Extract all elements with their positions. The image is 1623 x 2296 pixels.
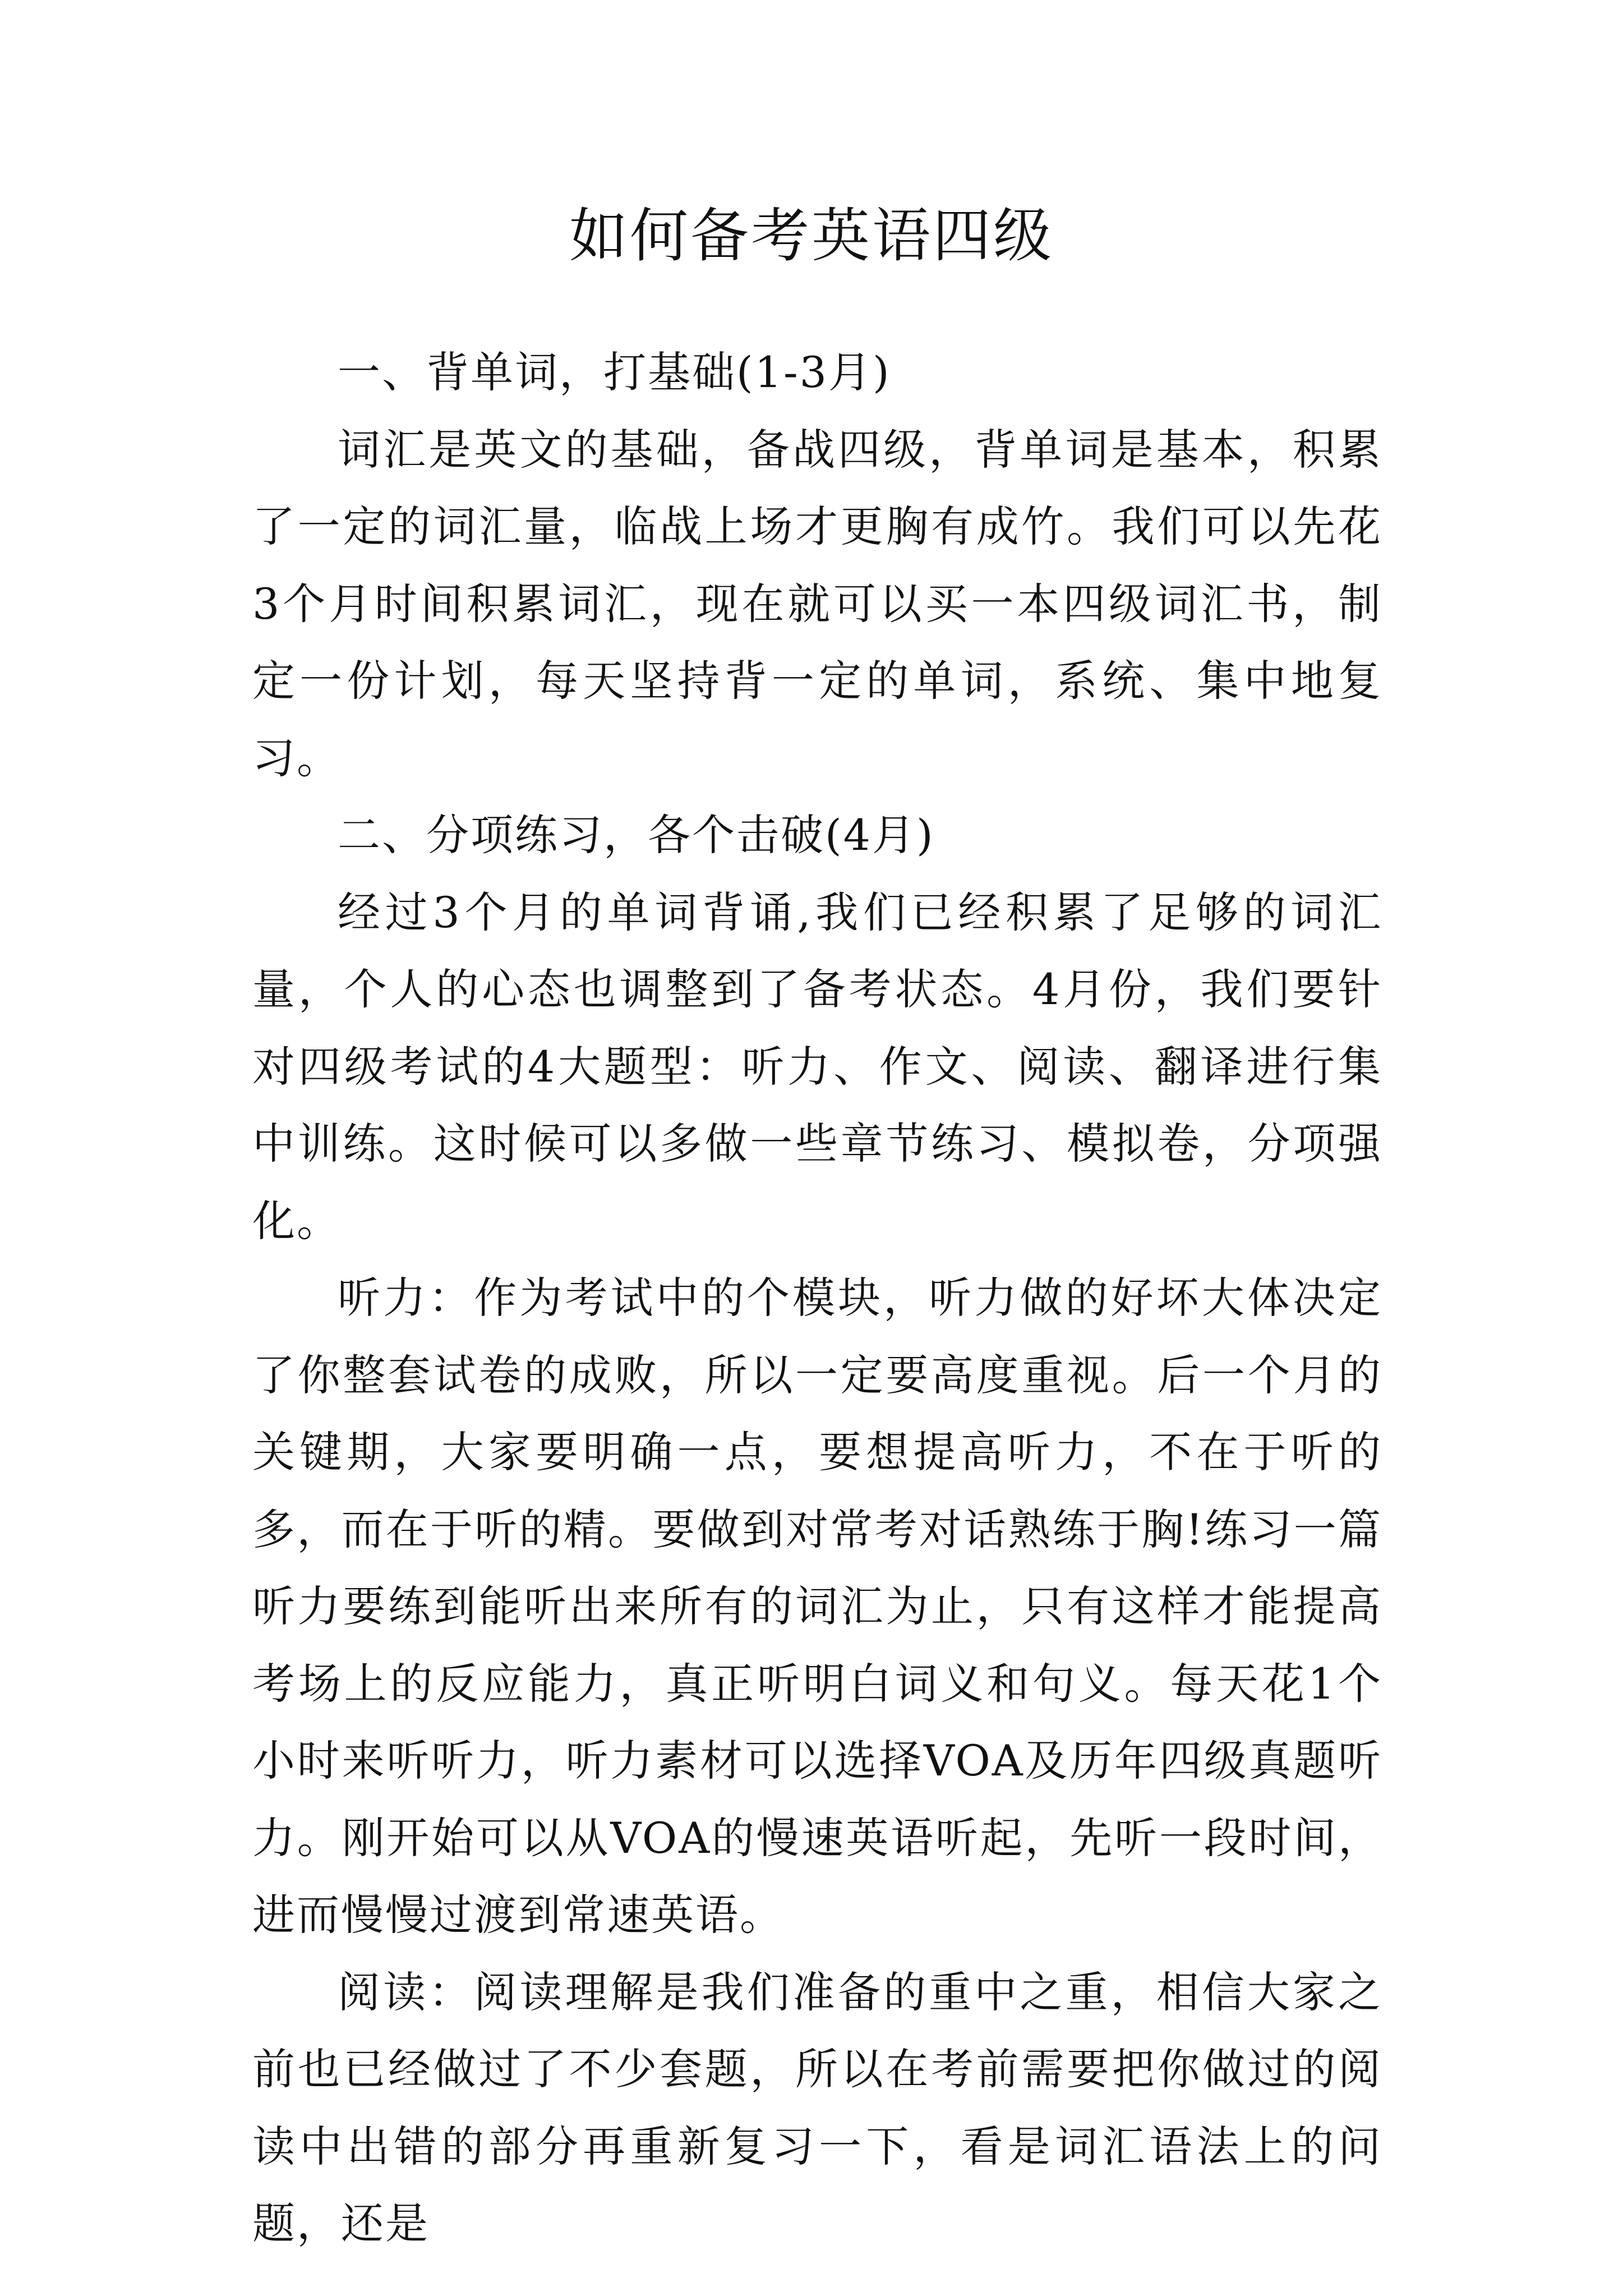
document-body <box>252 334 1382 2262</box>
paragraph-reading: 阅读：阅读理解是我们准备的重中之重，相信大家之前也已经做过了不少套题，所以在考前需要把你做过的阅读中出错的部分再重新复习一下，看是词汇语法上的问题，还是 <box>252 1967 1382 2248</box>
paragraph-listening: 听力：作为考试中的个模块，听力做的好坏大体决定了你整套试卷的成败，所以一定要高度重视。后一个月的关键期，大家要明确一点，要想提高听力，不在于听的多，而在于听的精。要做到对常考对话熟练于胸!练习一篇听力要练到能听出来所有的词汇为止，只有这样才能提高考场上的反应能力，真正听明白词义和句义。每天花1个小时来听听力，听力素材可以选择VOA及历年四级真题听力。刚开始可以从VOA的慢速英语听起，先听一段时间，进而慢慢过渡到常速英语。 <box>252 1273 1382 1940</box>
paragraph-section-two-heading: 二、分项练习，各个击破(4月) <box>338 810 935 860</box>
paragraph-section-one-heading: 一、背单词，打基础(1-3月) <box>338 347 891 397</box>
document-title: 如何备考英语四级 <box>569 201 1054 270</box>
paragraph-vocabulary: 词汇是英文的基础，备战四级，背单词是基本，积累了一定的词汇量，临战上场才更胸有成竹。我们可以先花3个月时间积累词汇，现在就可以买一本四级词汇书，制定一份计划，每天坚持背一定的单词，系统、集中地复习。 <box>252 424 1382 783</box>
paragraph-practice: 经过3个月的单词背诵,我们已经积累了足够的词汇量，个人的心态也调整到了备考状态。4月份，我们要针对四级考试的4大题型：听力、作文、阅读、翻译进行集中训练。这时候可以多做一些章节练习、模拟卷，分项强化。 <box>252 887 1382 1246</box>
